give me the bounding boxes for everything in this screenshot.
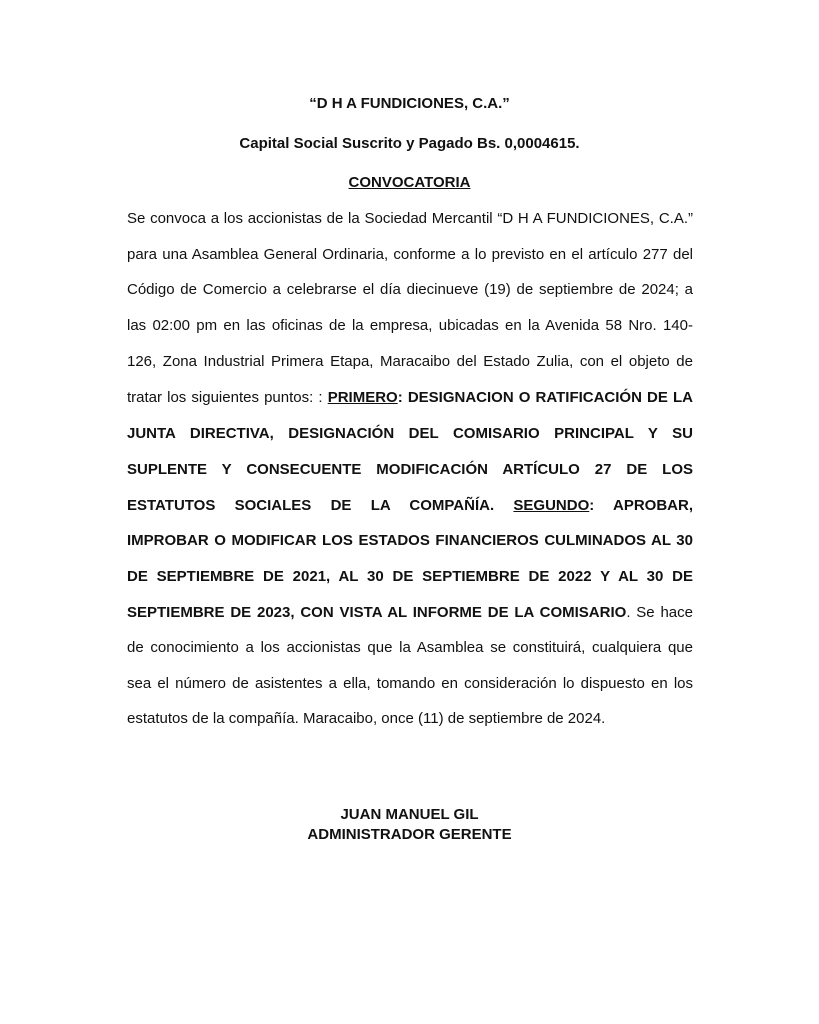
primero-label: PRIMERO xyxy=(327,389,398,406)
body-line: Código de Comercio a celebrarse el día diecinueve (19) de septiembre de 2024; a xyxy=(127,281,693,298)
segundo-label: SEGUNDO xyxy=(513,497,590,514)
body-line: 126, Zona Industrial Primera Etapa, Maracaibo del Estado Zulia, con el objeto de xyxy=(127,353,693,370)
body-line: DE SEPTIEMBRE DE 2021, AL 30 DE SEPTIEMBRE DE 2022 Y AL 30 DE xyxy=(127,568,693,585)
body-text: ESTATUTOS SOCIALES DE LA COMPAÑÍA. xyxy=(127,497,514,514)
primero-text: : DESIGNACION O RATIFICACIÓN DE LA xyxy=(397,389,693,406)
company-name: “D H A FUNDICIONES, C.A.” xyxy=(309,95,510,112)
body-line: para una Asamblea General Ordinaria, conforme a lo previsto en el artículo 277 del xyxy=(127,246,693,263)
body-line xyxy=(127,388,693,408)
body-line: estatutos de la compañía. Maracaibo, once (11) de septiembre de 2024. xyxy=(127,710,606,727)
body-line: IMPROBAR O MODIFICAR LOS ESTADOS FINANCIEROS CULMINADOS AL 30 xyxy=(127,532,693,549)
body-line xyxy=(127,496,693,516)
body-text: SEPTIEMBRE DE 2023, CON VISTA AL INFORME DE LA COMISARIO xyxy=(127,604,627,621)
body-line: las 02:00 pm en las oficinas de la empresa, ubicadas en la Avenida 58 Nro. 140- xyxy=(127,317,693,334)
body-line: JUNTA DIRECTIVA, DESIGNACIÓN DEL COMISARIO PRINCIPAL Y SU xyxy=(127,425,693,442)
body-line: SUPLENTE Y CONSECUENTE MODIFICACIÓN ARTÍCULO 27 DE LOS xyxy=(127,461,693,478)
segundo-text: : APROBAR, xyxy=(589,497,693,514)
capital-statement: Capital Social Suscrito y Pagado Bs. 0,0004615. xyxy=(239,135,580,152)
signatory-name: JUAN MANUEL GIL xyxy=(340,806,479,823)
body-line: Se convoca a los accionistas de la Sociedad Mercantil “D H A FUNDICIONES, C.A.” xyxy=(127,210,693,227)
body-line: sea el número de asistentes a ella, tomando en consideración lo dispuesto en los xyxy=(127,675,693,692)
signatory-role: ADMINISTRADOR GERENTE xyxy=(307,826,512,843)
title-text: CONVOCATORIA xyxy=(348,174,471,191)
body-text: . Se hace xyxy=(626,604,693,621)
document-title xyxy=(0,174,819,191)
body-line: de conocimiento a los accionistas que la Asamblea se constituirá, cualquiera que xyxy=(127,639,693,656)
body-line xyxy=(127,603,693,623)
body-text: tratar los siguientes puntos: : xyxy=(127,389,328,406)
